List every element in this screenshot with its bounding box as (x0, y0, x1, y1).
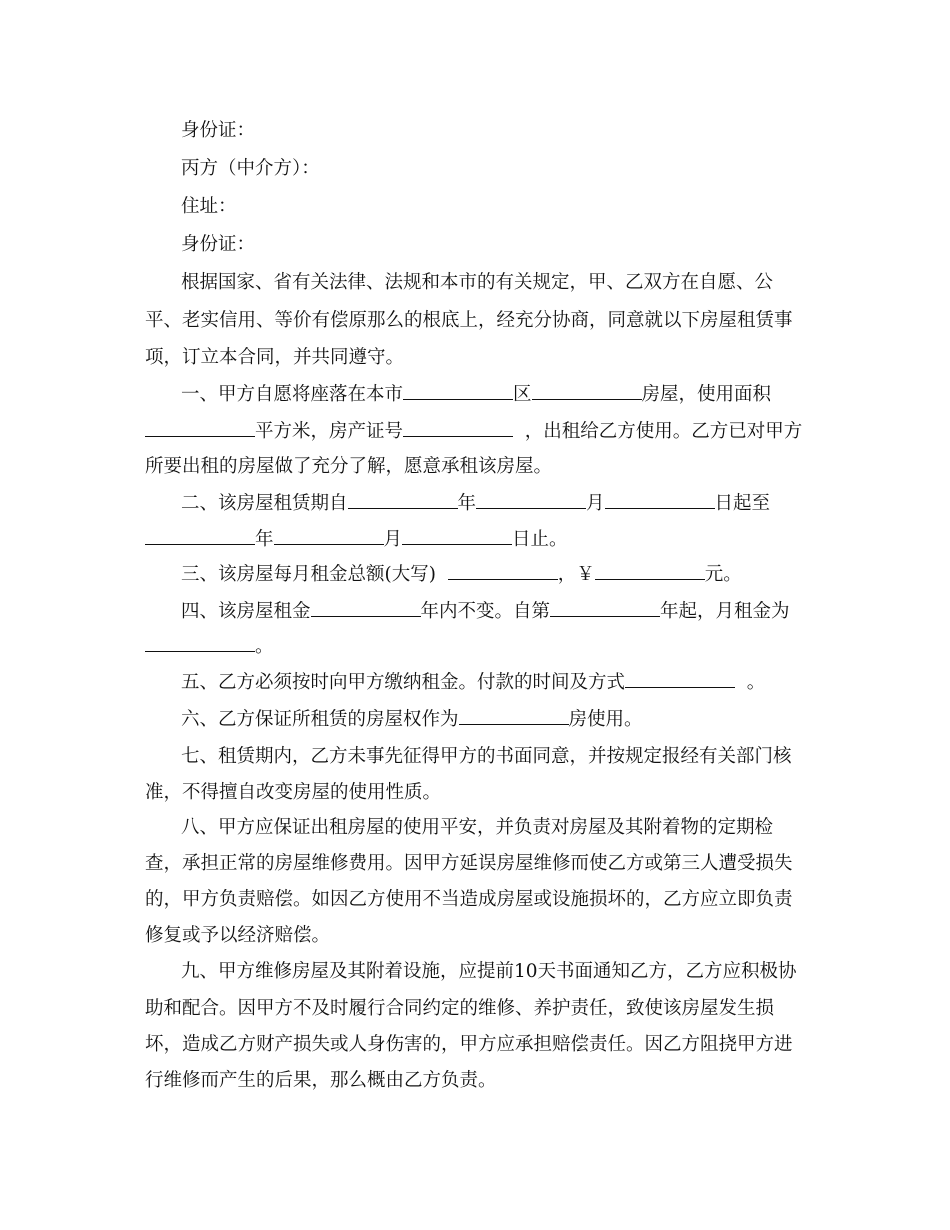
clause-1-line-2 (145, 413, 802, 450)
clause-9-line-3 (145, 1026, 793, 1063)
address-line (181, 188, 237, 225)
id-card-line (181, 112, 255, 149)
blank-field (348, 488, 458, 509)
clause-2-line-2 (145, 521, 568, 558)
text: 三、该房屋每月租金总额(大写) (181, 564, 436, 585)
blank-field (403, 379, 513, 400)
text: 的，甲方负责赔偿。如因乙方使用不当造成房屋或设施损坏的，乙方应立即负责 (145, 889, 793, 910)
text: 五、乙方必须按时向甲方缴纳租金。付款的时间及方式 (181, 672, 626, 693)
text: 助和配合。因甲方不及时履行合同约定的维修、养护责任，致使该房屋发生损 (145, 998, 775, 1019)
text: 年内不变。自第 (420, 601, 551, 622)
blank-field (448, 559, 558, 580)
blank-field (550, 596, 660, 617)
blank-field (476, 488, 586, 509)
text: 住址： (181, 196, 237, 217)
blank-field (459, 704, 569, 725)
text: 年起，月租金为 (660, 601, 790, 622)
text: 七、租赁期内，乙方未事先征得甲方的书面同意，并按规定报经有关部门核 (181, 746, 792, 767)
text: 身份证： (181, 120, 256, 141)
text: 年 (255, 529, 274, 550)
text: 区 (513, 384, 532, 405)
clause-7-line-2 (145, 774, 441, 811)
preamble-line-3 (145, 339, 404, 376)
text: 月 (383, 529, 403, 550)
blank-field (625, 667, 735, 688)
clause-8-line-3 (145, 881, 793, 918)
blank-field (403, 416, 513, 437)
text: 二、该房屋租赁期自 (181, 493, 348, 514)
text: 年 (457, 493, 477, 514)
blank-field (311, 596, 421, 617)
blank-field (605, 488, 715, 509)
clause-4-line-2 (145, 628, 274, 665)
clause-9-line-4 (145, 1062, 497, 1099)
text: 四、该房屋租金 (181, 601, 311, 622)
blank-field (145, 524, 255, 545)
text: 。 (255, 636, 274, 657)
text: 房使用。 (568, 709, 643, 730)
blank-field (274, 524, 384, 545)
text: 项，订立本合同，并共同遵守。 (145, 347, 405, 368)
text: 所要出租的房屋做了充分了解，愿意承租该房屋。 (145, 456, 553, 477)
text: 修复或予以经济赔偿。 (145, 925, 331, 946)
text: 平方米，房产证号 (255, 421, 404, 442)
text: 日止。 (512, 529, 568, 550)
party-c-line (181, 150, 320, 187)
blank-field (532, 379, 642, 400)
clause-8-line-4 (145, 917, 330, 954)
text: 月 (586, 493, 605, 514)
text: 房屋，使用面积 (641, 384, 772, 405)
text: 六、乙方保证所租赁的房屋权作为 (181, 709, 459, 730)
text: 日起至 (714, 493, 771, 514)
clause-4-line-1 (181, 593, 790, 630)
id-card-line-2 (181, 226, 255, 263)
clause-3-line (181, 556, 742, 593)
clause-1-line-1 (181, 376, 771, 413)
text: 丙方（中介方）： (181, 158, 320, 179)
preamble-line-1 (181, 264, 773, 301)
text: 八、甲方应保证出租房屋的使用平安，并负责对房屋及其附着物的定期检 (181, 817, 774, 838)
clause-9-line-2 (145, 990, 774, 1027)
text: 身份证： (181, 234, 256, 255)
text: 行维修而产生的后果，那么概由乙方负责。 (145, 1070, 497, 1091)
text: 准，不得擅自改变房屋的使用性质。 (145, 782, 442, 803)
text: 查，承担正常的房屋维修费用。因甲方延误房屋维修而使乙方或第三人遭受损失 (145, 853, 793, 874)
text: 坏，造成乙方财产损失或人身伤害的，甲方应承担赔偿责任。因乙方阻挠甲方进 (145, 1034, 793, 1055)
text: 。 (746, 672, 766, 693)
clause-6-line (181, 701, 643, 738)
text: ，￥ (557, 564, 595, 585)
blank-field (595, 559, 705, 580)
text: 一、甲方自愿将座落在本市 (181, 384, 404, 405)
clause-1-line-3 (145, 448, 552, 485)
preamble-line-2 (145, 302, 793, 339)
clause-9-line-1 (181, 953, 797, 990)
clause-7-line-1 (181, 738, 792, 775)
clause-2-line-1 (181, 485, 770, 522)
blank-field (402, 524, 512, 545)
blank-field (145, 631, 255, 652)
text: 元。 (704, 564, 742, 585)
text: 九、甲方维修房屋及其附着设施，应提前10天书面通知乙方，乙方应积极协 (181, 961, 797, 982)
clause-8-line-2 (145, 845, 793, 882)
clause-5-line (181, 664, 765, 701)
text: 平、老实信用、等价有偿原那么的根底上，经充分协商，同意就以下房屋租赁事 (145, 310, 793, 331)
text: ，出租给乙方使用。乙方已对甲方 (524, 421, 803, 442)
text: 根据国家、省有关法律、法规和本市的有关规定，甲、乙双方在自愿、公 (181, 272, 774, 293)
clause-8-line-1 (181, 809, 773, 846)
blank-field (145, 416, 255, 437)
